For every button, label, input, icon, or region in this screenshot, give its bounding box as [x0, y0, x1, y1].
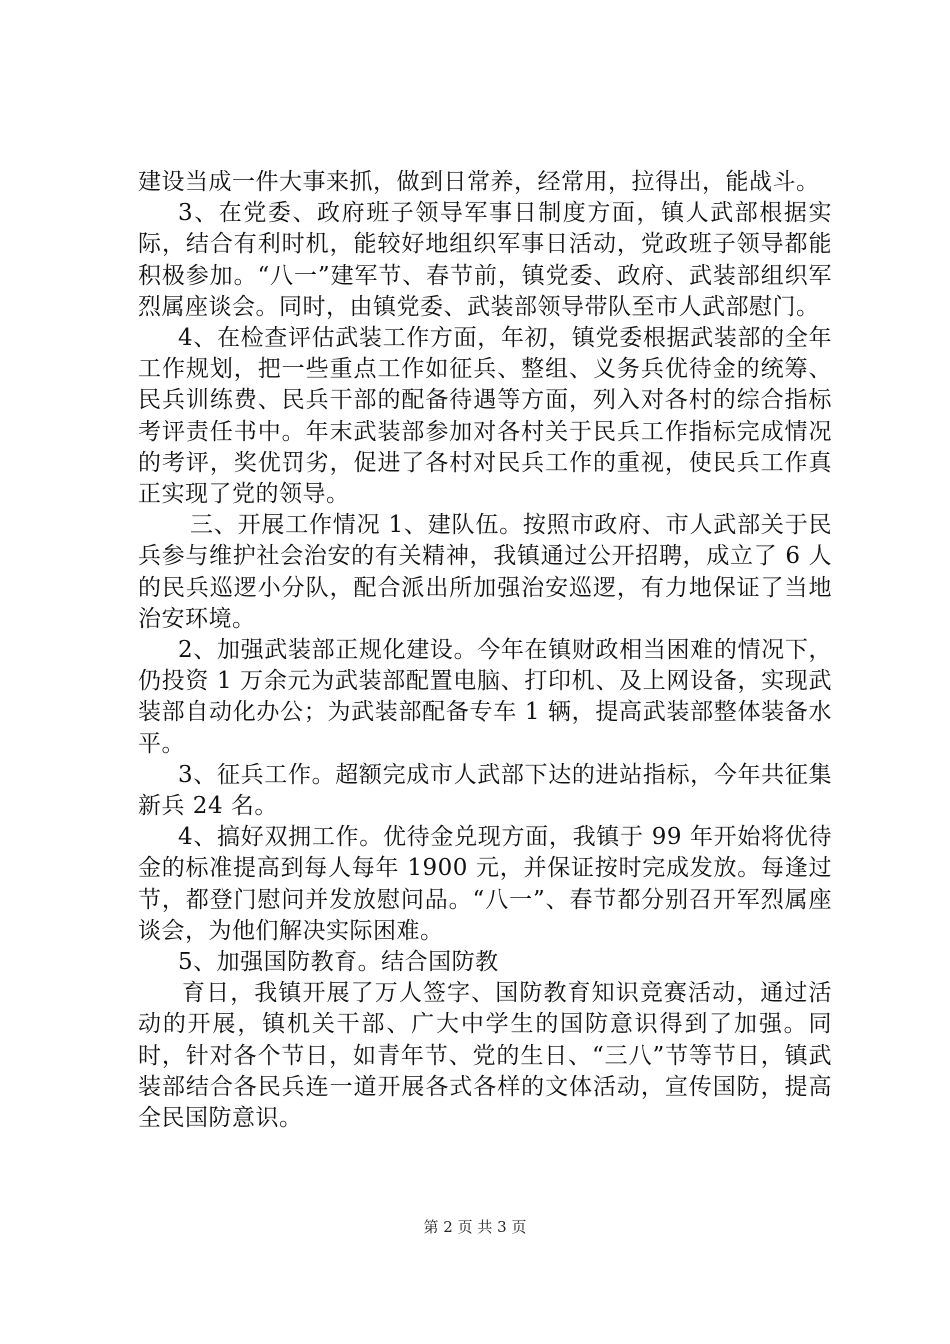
paragraph-defense-education-heading: 5、加强国防教育。结合国防教 [178, 949, 499, 976]
paragraph-standardization: 2、加强武装部正规化建设。今年在镇财政相当困难的情况下，仍投资 1 万余元为武装部配置电脑、打印机、及上网设备，实现武装部自动化办公；为武装部配备专车 1 辆，提高武装部整体装备水平。 [138, 637, 832, 757]
paragraph-support-army: 4、搞好双拥工作。优待金兑现方面，我镇于 99 年开始将优待金的标准提高到每人每年 1900 元，并保证按时完成发放。每逢过节，都登门慰问并发放慰问品。“八一”、春节都分别召开军烈属座谈会，为他们解决实际困难。 [138, 824, 832, 944]
paragraph-intro-continuation: 建设当成一件大事来抓，做到日常养，经常用，拉得出，能战斗。 [138, 169, 820, 195]
paragraph-conscription: 3、征兵工作。超额完成市人武部下达的进站指标，今年共征集新兵 24 名。 [138, 761, 832, 820]
paragraph-evaluation: 4、在检查评估武装工作方面，年初，镇党委根据武装部的全年工作规划，把一些重点工作如征兵、整组、义务兵优待金的统筹、民兵训练费、民兵干部的配备待遇等方面，列入对各村的综合指标考评责任书中。年末武装部参加对各村关于民兵工作指标完成情况的考评，奖优罚劣，促进了各村对民兵工作的重视，使民兵工作真正实现了党的领导。 [138, 325, 832, 508]
paragraph-defense-education: 育日，我镇开展了万人签字、国防教育知识竞赛活动，通过活动的开展，镇机关干部、广大中学生的国防意识得到了加强。同时，针对各个节日，如青年节、党的生日、“三八”节等节日，镇武装部结合各民兵连一道开展各式各样的文体活动，宣传国防，提高全民国防意识。 [138, 980, 832, 1132]
document-body [138, 167, 832, 1134]
paragraph-military-day: 3、在党委、政府班子领导军事日制度方面，镇人武部根据实际，结合有利时机，能较好地组织军事日活动，党政班子领导都能积极参加。“八一”建军节、春节前，镇党委、政府、武装部组织军烈属座谈会。同时，由镇党委、武装部领导带队至市人武部慰门。 [138, 200, 832, 320]
paragraph-work-status: 三、开展工作情况 1、建队伍。按照市政府、市人武部关于民兵参与维护社会治安的有关精神，我镇通过公开招聘，成立了 6 人的民兵巡逻小分队，配合派出所加强治安巡逻，有力地保证了当地治安环境。 [138, 512, 832, 632]
page-footer: 第 2 页 共 3 页 [423, 1218, 527, 1236]
